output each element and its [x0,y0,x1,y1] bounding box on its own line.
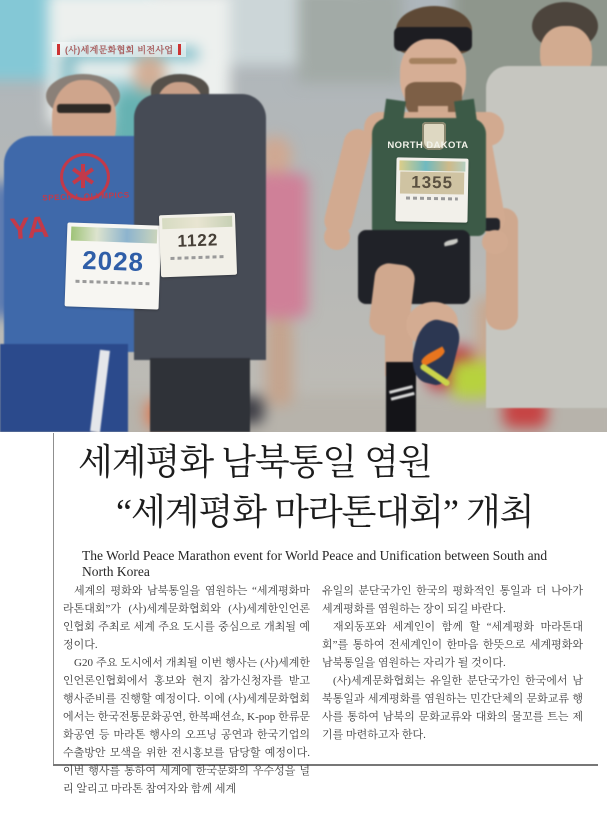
title-line-1: 세계평화 남북통일 염원 [78,442,432,482]
article-subtitle: The World Peace Marathon event for World Peace and Unification between South and North Korea [82,548,548,579]
paragraph: 세계의 평화와 남북통일을 염원하는 “세계평화마라톤대회”가 (사)세계문화협회와 (사)세계한인언론인협회 주최로 세계 주요 도시를 중심으로 개최될 예정이다. [63,585,310,651]
bib-number: 1122 [177,230,219,251]
bib-number: 1355 [400,171,464,194]
article-body [63,582,583,798]
vision-project-badge [52,42,186,57]
paragraph: (사)세계문화협회는 유일한 분단국가인 한국에서 남북통일과 세계평화를 염원하는 민간단체의 문화교류 행사를 통하여 남북의 문화교류와 대화의 물꼬를 트는 제기를 마련하고자 한다. [322,675,583,741]
lead-runner-bib [395,157,468,222]
left-runner-bib [65,222,162,309]
article-title [78,437,578,537]
body-column-left [63,582,310,798]
bib-sponsor-strip [399,160,465,171]
left-runner-shirt-partial-text: YA [8,210,50,247]
body-column-right [322,582,583,798]
paragraph-continuation: 유일의 분단국가인 한국의 평화적인 통일과 더 나아가 세계평화를 염원하는 장이 되길 바란다. [322,585,583,615]
bib-sponsor-strip [71,227,157,244]
badge-label: (사)세계문화협회 비전사업 [65,45,174,55]
title-line-2: “세계평화 마라톤대회” 개최 [116,492,534,532]
lead-runner-team-name: NORTH DAKOTA [387,140,469,151]
badge-right-bar-icon [178,44,181,55]
paragraph: 재외동포와 세계인이 함께 할 “세계평화 마라톤대회”를 통하여 전세계인이 한마음 한뜻으로 세계평화와 남북통일을 염원하는 자리가 될 것이다. [322,621,583,669]
bib-fine-print [170,255,226,260]
center-runner-bib [159,213,237,278]
article-left-rule [53,433,54,765]
bib-number: 2028 [81,244,145,278]
bib-fine-print [75,280,149,286]
paragraph: G20 주요 도시에서 개최될 이번 행사는 (사)세계한인언론인협회에서 홍보와 현지 참가신청자를 받고 행사준비를 진행할 예정이다. 이에 (사)세계문화협회에서는 한국전통문화공연, 한복패션쇼, K-pop 한류문화공연 등 마라톤 행사의 오프닝 공연과 한국기업의 수출방안 모색을 위한 전시홍보를 담당할 예정이다. 이번 행사를 통하여 세계에 한국문화의 우수성을 널리 알리고 마라톤 참여자와 함께 세계 [63,657,310,795]
bib-fine-print [406,197,458,201]
badge-left-bar-icon [57,44,60,55]
left-runner-shirt-brand: SPECIAL OLYMPICS [42,190,130,203]
